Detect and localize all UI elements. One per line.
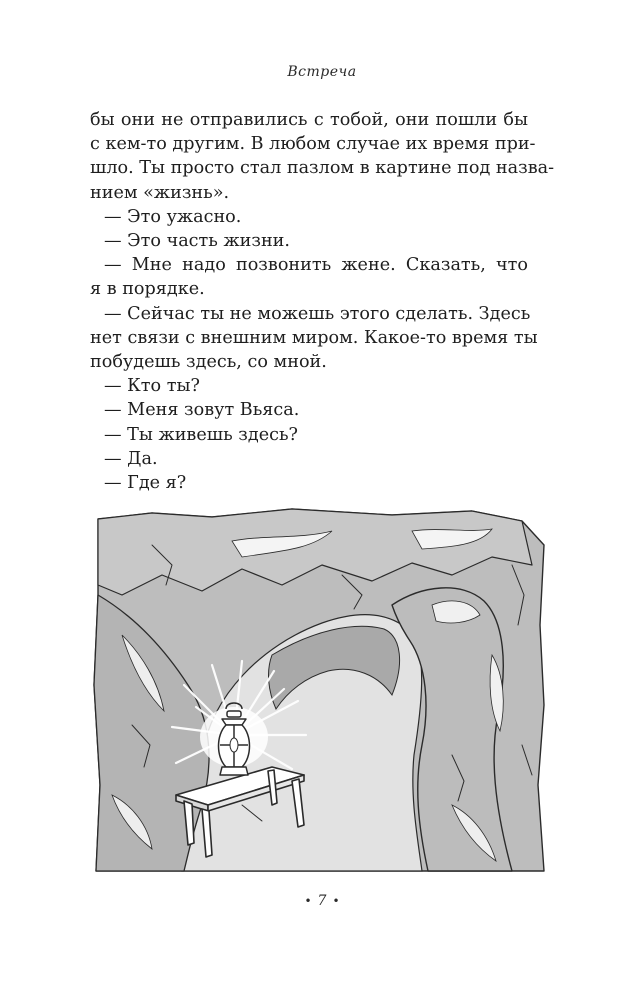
text-line: шло. Ты просто стал пазлом в картине под назва- (90, 158, 555, 179)
dialogue-line: — Где я? (104, 473, 187, 494)
page-number-dot: • (332, 894, 340, 908)
running-head: Встреча (287, 64, 357, 80)
body-text (90, 108, 555, 495)
dialogue-line: побудешь здесь, со мной. (90, 352, 327, 373)
dialogue-line: — Ты живешь здесь? (104, 424, 298, 445)
text-line: с кем-то другим. В любом случае их время при- (90, 134, 536, 155)
dialogue-line: — Это ужасно. (104, 206, 242, 227)
dialogue-line: — Это часть жизни. (104, 231, 290, 252)
dialogue-line: я в порядке. (90, 279, 205, 300)
dialogue-line: — Мне надо позвонить жене. Сказать, что (104, 255, 528, 276)
text-line: нием «жизнь». (90, 182, 230, 203)
dialogue-line: — Кто ты? (104, 376, 200, 397)
page-number (0, 893, 644, 909)
dialogue-line: — Меня зовут Вьяса. (104, 400, 300, 421)
page-number-dot: • (304, 894, 312, 908)
dialogue-line: — Сейчас ты не можешь этого сделать. Здесь (104, 303, 531, 324)
cave-lantern-illustration (92, 505, 548, 873)
page-number-value: 7 (317, 893, 327, 909)
dialogue-line: — Да. (104, 448, 158, 469)
text-line: бы они не отправились с тобой, они пошли бы (90, 110, 528, 130)
dialogue-line: нет связи с внешним миром. Какое-то время ты (90, 327, 538, 348)
